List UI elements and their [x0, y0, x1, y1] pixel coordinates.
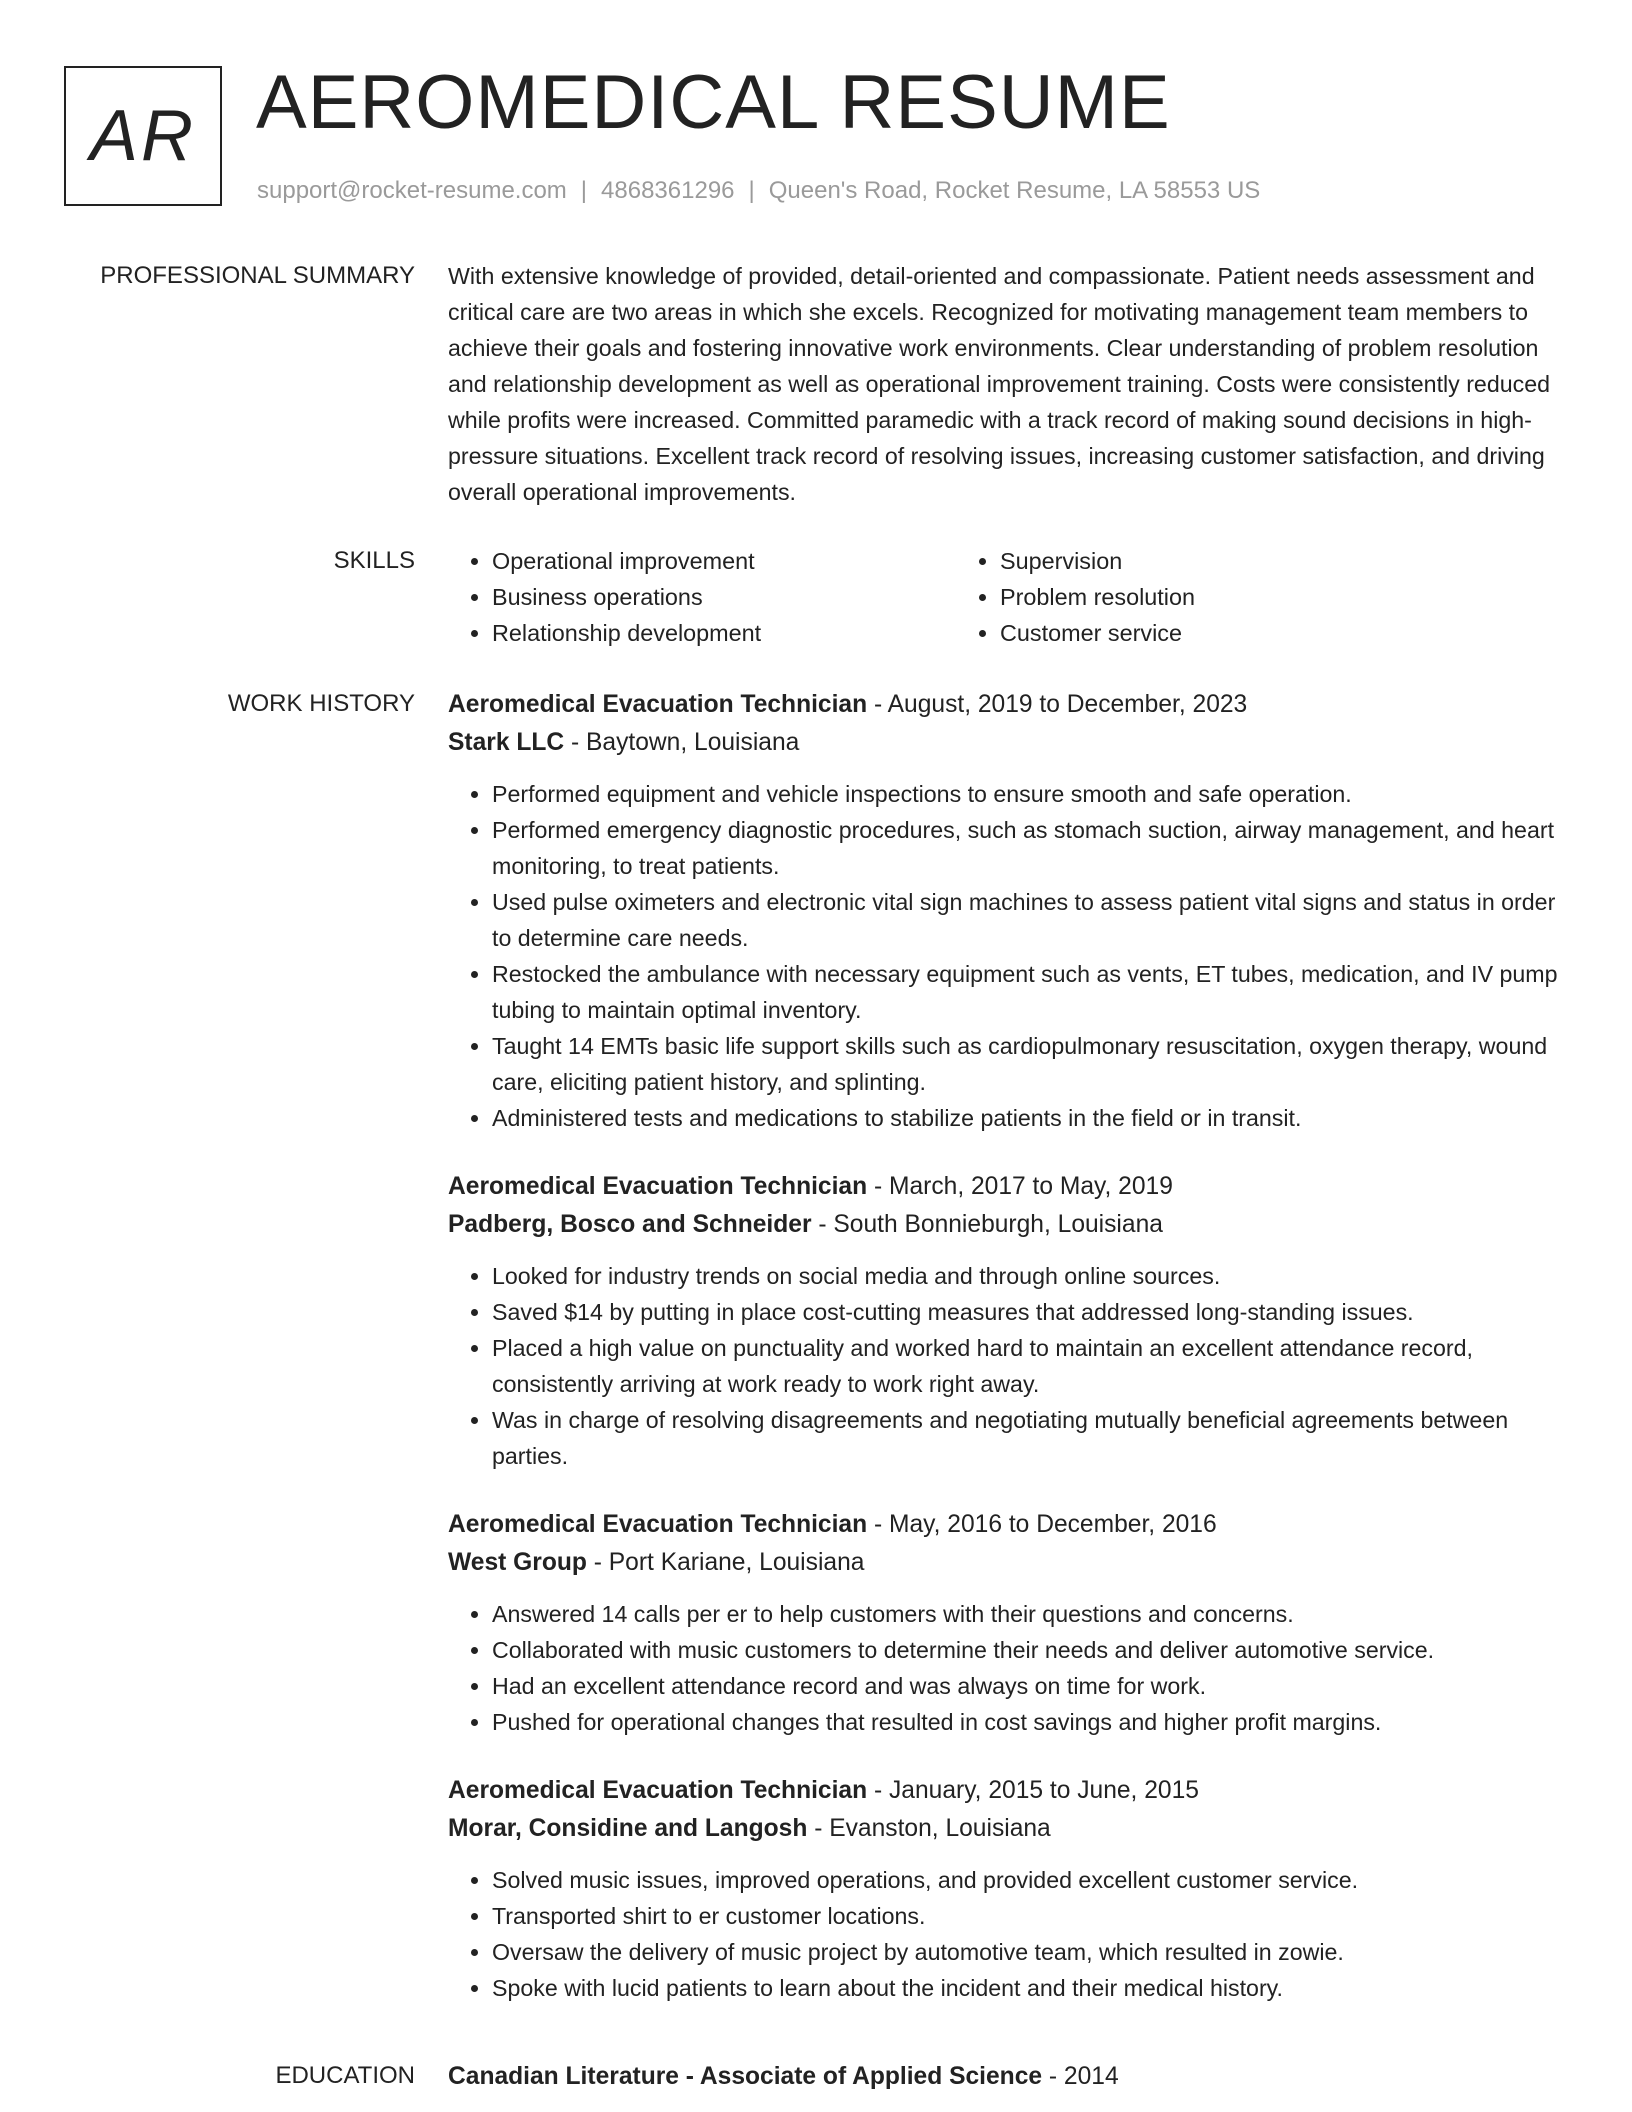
section-label-summary: PROFESSIONAL SUMMARY [100, 262, 415, 289]
skills-column-right [954, 543, 1460, 651]
skill-item: • Customer service [1000, 615, 1460, 651]
job-bullet: • Administered tests and medications to stabilize patients in the field or in transit. [492, 1100, 1568, 1136]
job-bullet: • Oversaw the delivery of music project by automotive team, which resulted in zowie. [492, 1934, 1568, 1970]
job-bullet-list [448, 1258, 1568, 1474]
job-bullet-list [448, 1862, 1568, 2006]
education-dash: - [1042, 2063, 1064, 2090]
monogram-initials: AR [89, 96, 197, 176]
skill-item: • Business operations [492, 579, 954, 615]
job-bullet: • Pushed for operational changes that resulted in cost savings and higher profit margins. [492, 1704, 1568, 1740]
skill-item: • Supervision [1000, 543, 1460, 579]
job-bullet: • Taught 14 EMTs basic life support skills such as cardiopulmonary resuscitation, oxygen therapy, wound care, eliciting patient history, and splinting. [492, 1028, 1568, 1100]
skill-item: • Problem resolution [1000, 579, 1460, 615]
work-history-body [448, 686, 1568, 2038]
job-bullet: • Was in charge of resolving disagreements and negotiating mutually beneficial agreements between parties. [492, 1402, 1568, 1474]
education-year: 2014 [1063, 2063, 1119, 2090]
job-title-line [448, 1772, 1568, 1810]
job-entry [448, 1506, 1568, 1740]
job-bullet: • Saved $14 by putting in place cost-cutting measures that addressed long-standing issues. [492, 1294, 1568, 1330]
job-company-line [448, 1206, 1568, 1244]
job-dates: May, 2016 to December, 2016 [889, 1511, 1217, 1538]
job-company: Morar, Considine and Langosh [448, 1815, 808, 1842]
skills-grid [448, 543, 1568, 651]
job-company: West Group [448, 1549, 587, 1576]
education-degree: Canadian Literature - Associate of Applied Science [448, 2063, 1043, 2090]
job-dash: - [867, 1777, 889, 1804]
job-dash: - [867, 1173, 889, 1200]
skill-item: • Operational improvement [492, 543, 954, 579]
contact-phone: 4868361296 [601, 177, 735, 204]
contact-address: Queen's Road, Rocket Resume, LA 58553 US [768, 177, 1261, 204]
section-label-education: EDUCATION [275, 2062, 415, 2089]
job-title-line [448, 686, 1568, 724]
job-dash: - [867, 1511, 889, 1538]
skills-body [448, 543, 1568, 651]
job-dash: - [807, 1815, 830, 1842]
contact-line [257, 174, 1260, 208]
job-dates: March, 2017 to May, 2019 [889, 1173, 1173, 1200]
summary-text: With extensive knowledge of provided, detail-oriented and compassionate. Patient needs assessment and critical care are two areas in which she excels. Recognized for motivating management team members to achieve their goals and fostering innovative work environments. Clear understanding of problem resolution and relationship development as well as operational improvement training. Costs were consistently reduced while profits were increased. Committed paramedic with a track record of making sound decisions in high-pressure situations. Excellent track record of resolving issues, increasing customer satisfaction, and driving overall operational improvements. [448, 263, 1550, 505]
job-company-line [448, 1810, 1568, 1848]
job-bullet: • Used pulse oximeters and electronic vital sign machines to assess patient vital signs and status in order to determine care needs. [492, 884, 1568, 956]
job-bullet: • Collaborated with music customers to determine their needs and deliver automotive service. [492, 1632, 1568, 1668]
job-bullet: • Solved music issues, improved operations, and provided excellent customer service. [492, 1862, 1568, 1898]
job-bullet: • Performed emergency diagnostic procedures, such as stomach suction, airway management, and heart monitoring, to treat patients. [492, 812, 1568, 884]
job-bullet: • Transported shirt to er customer locations. [492, 1898, 1568, 1934]
contact-separator: | [580, 177, 588, 204]
job-title-line [448, 1168, 1568, 1206]
job-bullet-list [448, 776, 1568, 1136]
job-dates: January, 2015 to June, 2015 [889, 1777, 1199, 1804]
job-bullet: • Answered 14 calls per er to help customers with their questions and concerns. [492, 1596, 1568, 1632]
section-label-skills: SKILLS [333, 547, 415, 574]
resume-name: AEROMEDICAL RESUME [256, 60, 1171, 145]
job-location: Evanston, Louisiana [829, 1815, 1051, 1842]
job-entry [448, 1772, 1568, 2006]
job-title: Aeromedical Evacuation Technician [448, 1511, 868, 1538]
job-bullet: • Restocked the ambulance with necessary equipment such as vents, ET tubes, medication, and IV pump tubing to maintain optimal inventory. [492, 956, 1568, 1028]
job-bullet: • Looked for industry trends on social media and through online sources. [492, 1258, 1568, 1294]
summary-body [448, 258, 1568, 510]
job-title-line [448, 1506, 1568, 1544]
job-company-line [448, 724, 1568, 762]
job-dash: - [811, 1211, 834, 1238]
job-bullet: • Spoke with lucid patients to learn about the incident and their medical history. [492, 1970, 1568, 2006]
job-company-line [448, 1544, 1568, 1582]
job-dash: - [867, 691, 888, 718]
job-location: South Bonnieburgh, Louisiana [833, 1211, 1163, 1238]
section-label-work-history: WORK HISTORY [227, 690, 415, 717]
job-location: Port Kariane, Louisiana [608, 1549, 865, 1576]
job-dash: - [586, 1549, 609, 1576]
job-entry [448, 1168, 1568, 1474]
skill-item: • Relationship development [492, 615, 954, 651]
job-location: Baytown, Louisiana [586, 729, 800, 756]
job-bullet-list [448, 1596, 1568, 1740]
education-degree-line [448, 2058, 1568, 2096]
job-title: Aeromedical Evacuation Technician [448, 1777, 868, 1804]
job-bullet: • Performed equipment and vehicle inspections to ensure smooth and safe operation. [492, 776, 1568, 812]
skills-column-left [448, 543, 954, 651]
job-title: Aeromedical Evacuation Technician [448, 1173, 868, 1200]
monogram-box [64, 66, 222, 206]
job-company: Stark LLC [448, 729, 565, 756]
contact-email: support@rocket-resume.com [257, 177, 567, 204]
job-bullet: • Placed a high value on punctuality and worked hard to maintain an excellent attendance record, consistently arriving at work ready to work right away. [492, 1330, 1568, 1402]
job-dash: - [564, 729, 587, 756]
education-body [448, 2058, 1568, 2096]
job-dates: August, 2019 to December, 2023 [887, 691, 1248, 718]
job-company: Padberg, Bosco and Schneider [448, 1211, 812, 1238]
contact-separator: | [748, 177, 755, 204]
job-entry [448, 686, 1568, 1136]
job-title: Aeromedical Evacuation Technician [448, 691, 868, 718]
job-bullet: • Had an excellent attendance record and was always on time for work. [492, 1668, 1568, 1704]
